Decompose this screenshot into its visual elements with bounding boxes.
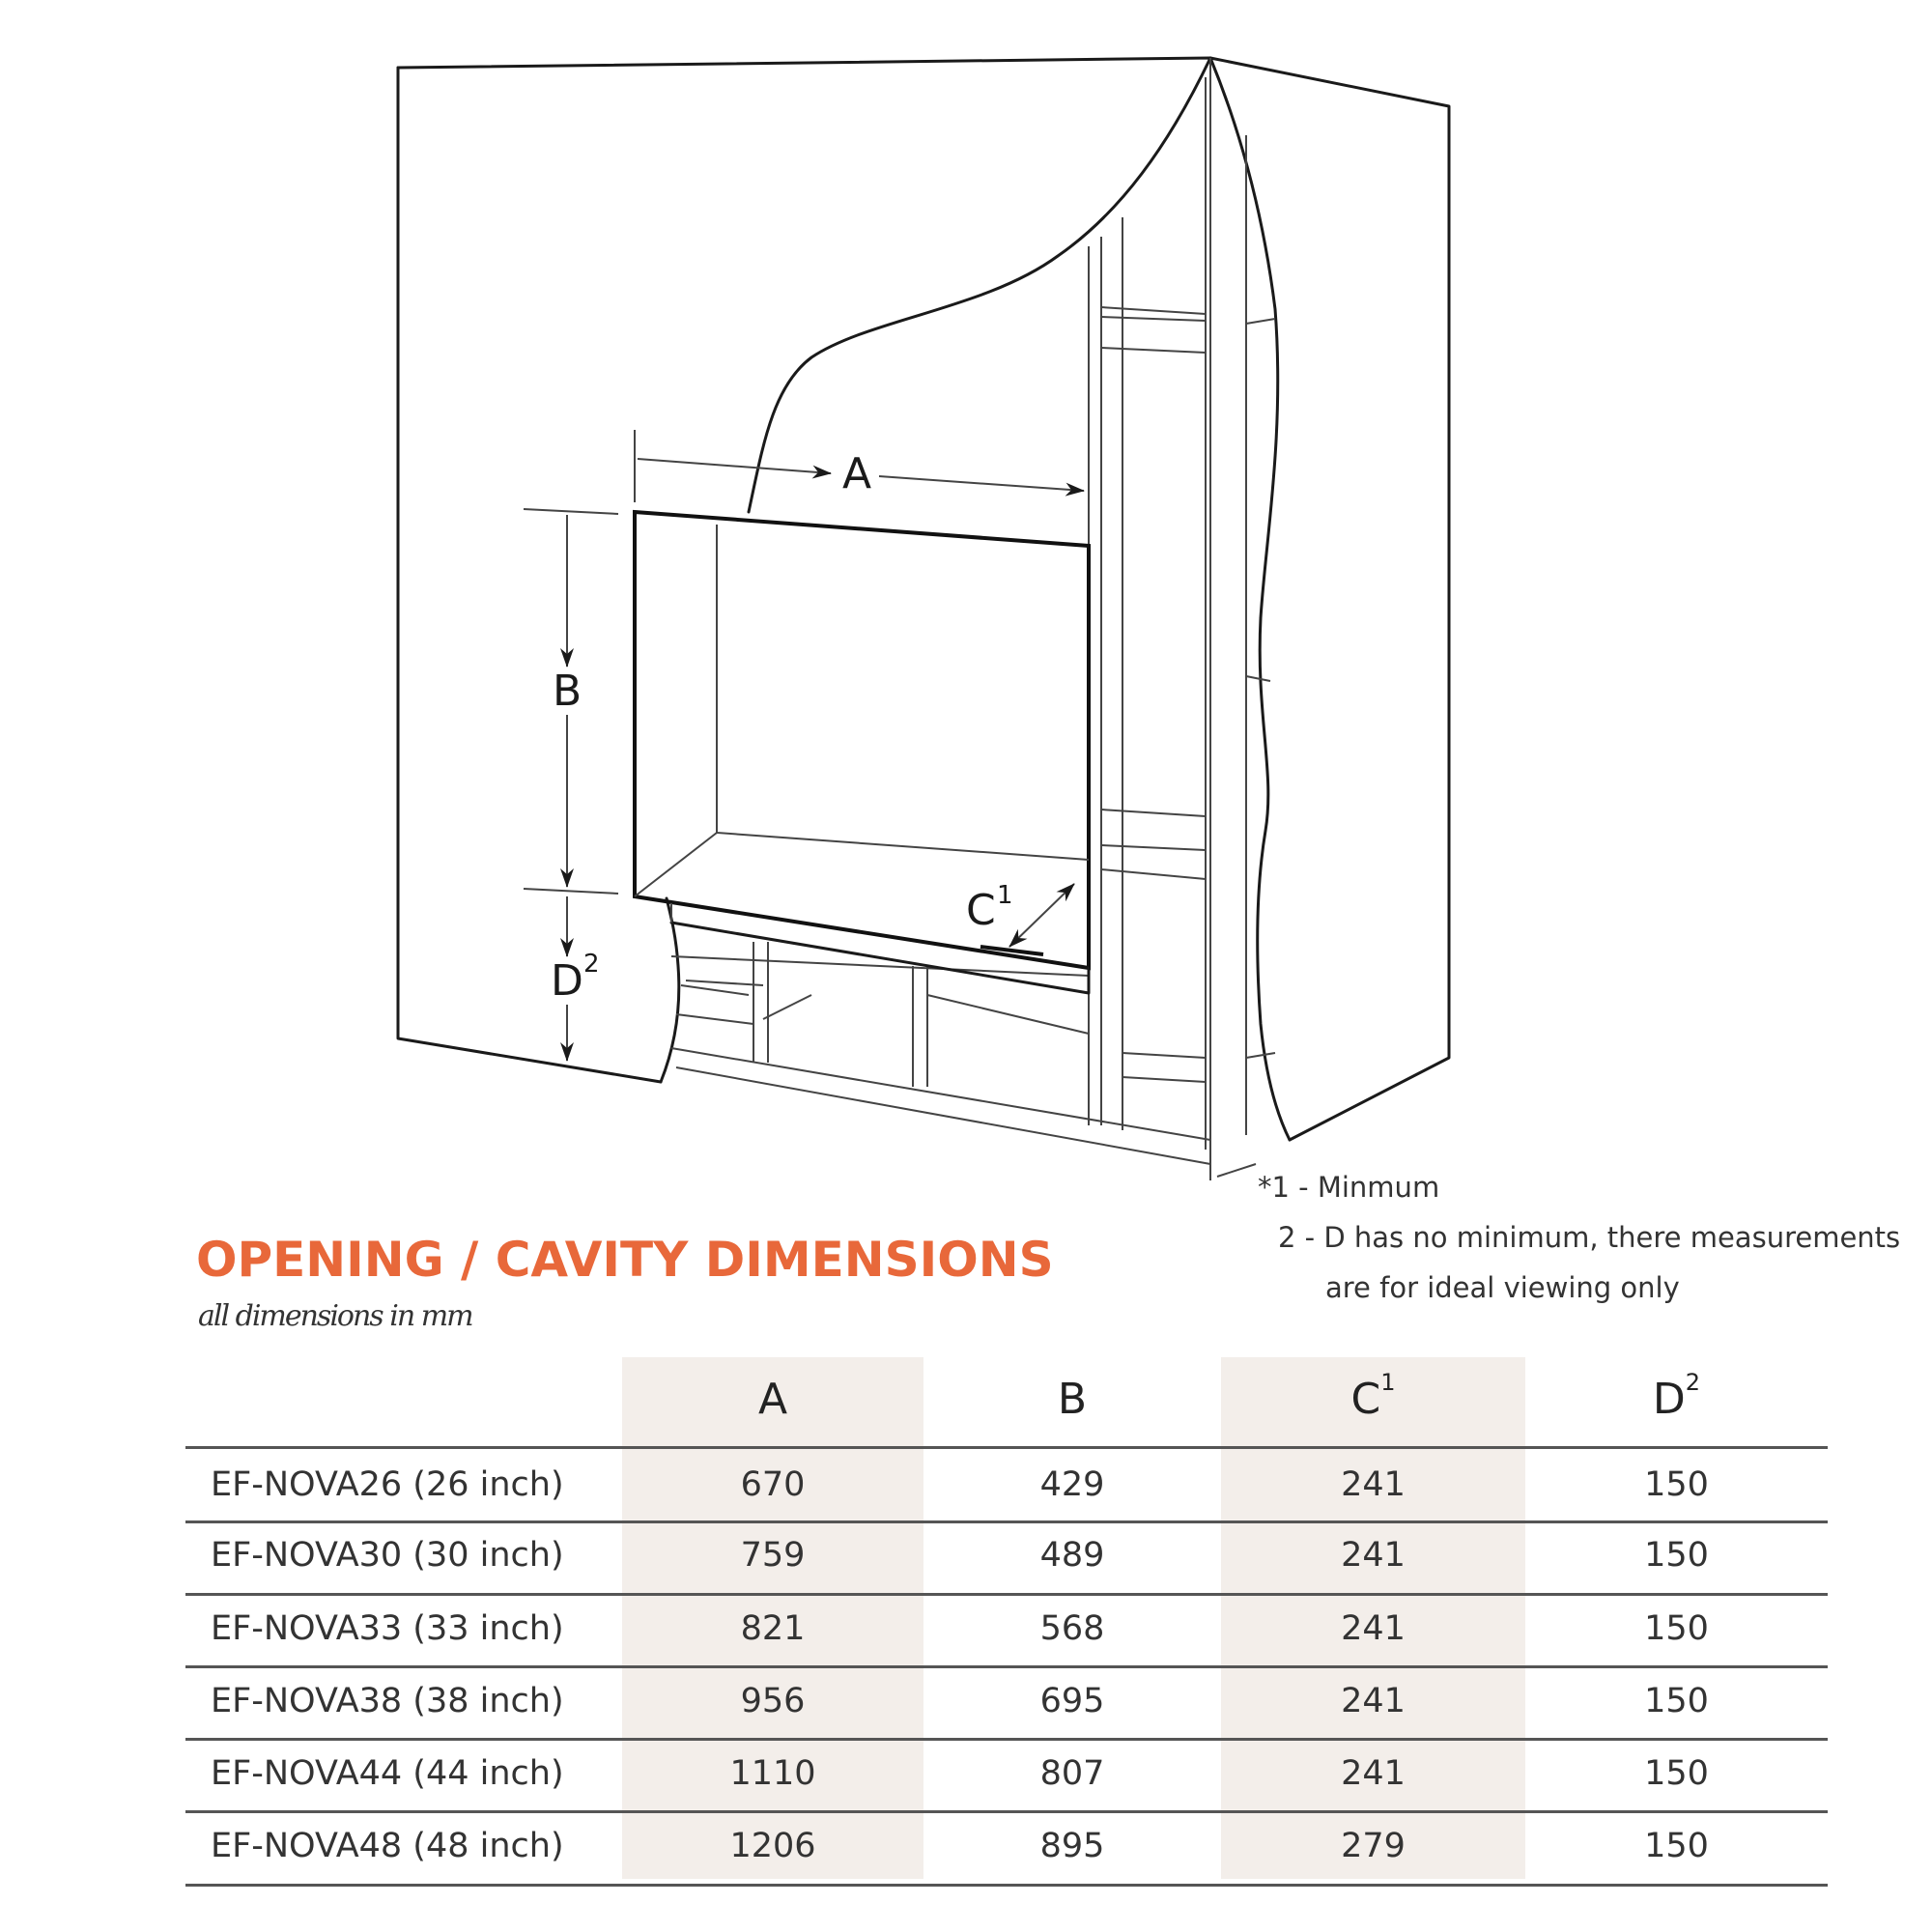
cell-model: EF-NOVA48 (48 inch) xyxy=(211,1827,564,1865)
header-c-sup: 1 xyxy=(1380,1369,1396,1396)
table-header xyxy=(185,1357,1828,1446)
cell-c: 241 xyxy=(1341,1465,1406,1504)
cell-b: 807 xyxy=(1039,1754,1105,1793)
bottom-rule xyxy=(185,1884,1828,1887)
header-b: B xyxy=(1057,1375,1088,1424)
table-row xyxy=(185,1738,1828,1809)
table-row xyxy=(185,1593,1828,1664)
header-a: A xyxy=(757,1375,788,1424)
cell-a: 670 xyxy=(740,1465,806,1504)
label-c-sup: 1 xyxy=(997,881,1013,910)
label-a: A xyxy=(842,449,872,498)
label-b: B xyxy=(553,667,582,716)
footnotes xyxy=(1258,1162,1900,1313)
cell-b: 695 xyxy=(1039,1682,1105,1720)
table-row xyxy=(185,1665,1828,1737)
label-c: C xyxy=(966,886,996,935)
cell-d: 150 xyxy=(1644,1465,1709,1504)
cell-d: 150 xyxy=(1644,1609,1709,1648)
opening-box xyxy=(635,512,1089,993)
cell-c: 241 xyxy=(1341,1536,1406,1575)
cell-b: 429 xyxy=(1039,1465,1105,1504)
header-d: $D^2$ xyxy=(1652,1369,1701,1424)
cell-model: EF-NOVA30 (30 inch) xyxy=(211,1536,564,1575)
cell-d: 150 xyxy=(1644,1536,1709,1575)
section-title: OPENING / CAVITY DIMENSIONS xyxy=(196,1232,1054,1288)
interior-framing xyxy=(671,58,1275,1180)
dimension-a xyxy=(635,430,1089,541)
header-d-sup: 2 xyxy=(1685,1369,1701,1396)
cell-c: 241 xyxy=(1341,1682,1406,1720)
cell-a: 759 xyxy=(740,1536,806,1575)
cell-a: 1110 xyxy=(729,1754,816,1793)
footnote-2-continued: are for ideal viewing only xyxy=(1325,1271,1680,1304)
table-row xyxy=(185,1449,1828,1520)
cell-a: 821 xyxy=(740,1609,806,1648)
cell-c: 241 xyxy=(1341,1754,1406,1793)
label-d: D xyxy=(551,956,583,1006)
cell-d: 150 xyxy=(1644,1682,1709,1720)
cell-d: 150 xyxy=(1644,1827,1709,1865)
cell-d: 150 xyxy=(1644,1754,1709,1793)
cell-model: EF-NOVA44 (44 inch) xyxy=(211,1754,564,1793)
cell-c: 279 xyxy=(1341,1827,1406,1865)
cell-model: EF-NOVA26 (26 inch) xyxy=(211,1465,564,1504)
cell-a: 1206 xyxy=(729,1827,816,1865)
label-d-sup: 2 xyxy=(583,950,600,979)
cell-a: 956 xyxy=(740,1682,806,1720)
footnote-1: *1 - Minmum xyxy=(1258,1171,1440,1204)
table-row xyxy=(185,1810,1828,1882)
dimension-b xyxy=(524,509,618,894)
cell-b: 489 xyxy=(1039,1536,1105,1575)
cell-model: EF-NOVA33 (33 inch) xyxy=(211,1609,564,1648)
footnote-2: 2 - D has no minimum, there measurements xyxy=(1278,1221,1901,1254)
header-c: $C^1$ xyxy=(1350,1369,1396,1424)
section-subtitle: all dimensions in mm xyxy=(198,1299,472,1333)
cell-c: 241 xyxy=(1341,1609,1406,1648)
dimension-c xyxy=(966,881,1074,947)
dimensions-table xyxy=(185,1357,1828,1879)
cell-model: EF-NOVA38 (38 inch) xyxy=(211,1682,564,1720)
table-row xyxy=(185,1520,1828,1591)
dimension-d xyxy=(551,896,600,1061)
cell-b: 568 xyxy=(1039,1609,1105,1648)
cell-b: 895 xyxy=(1039,1827,1105,1865)
